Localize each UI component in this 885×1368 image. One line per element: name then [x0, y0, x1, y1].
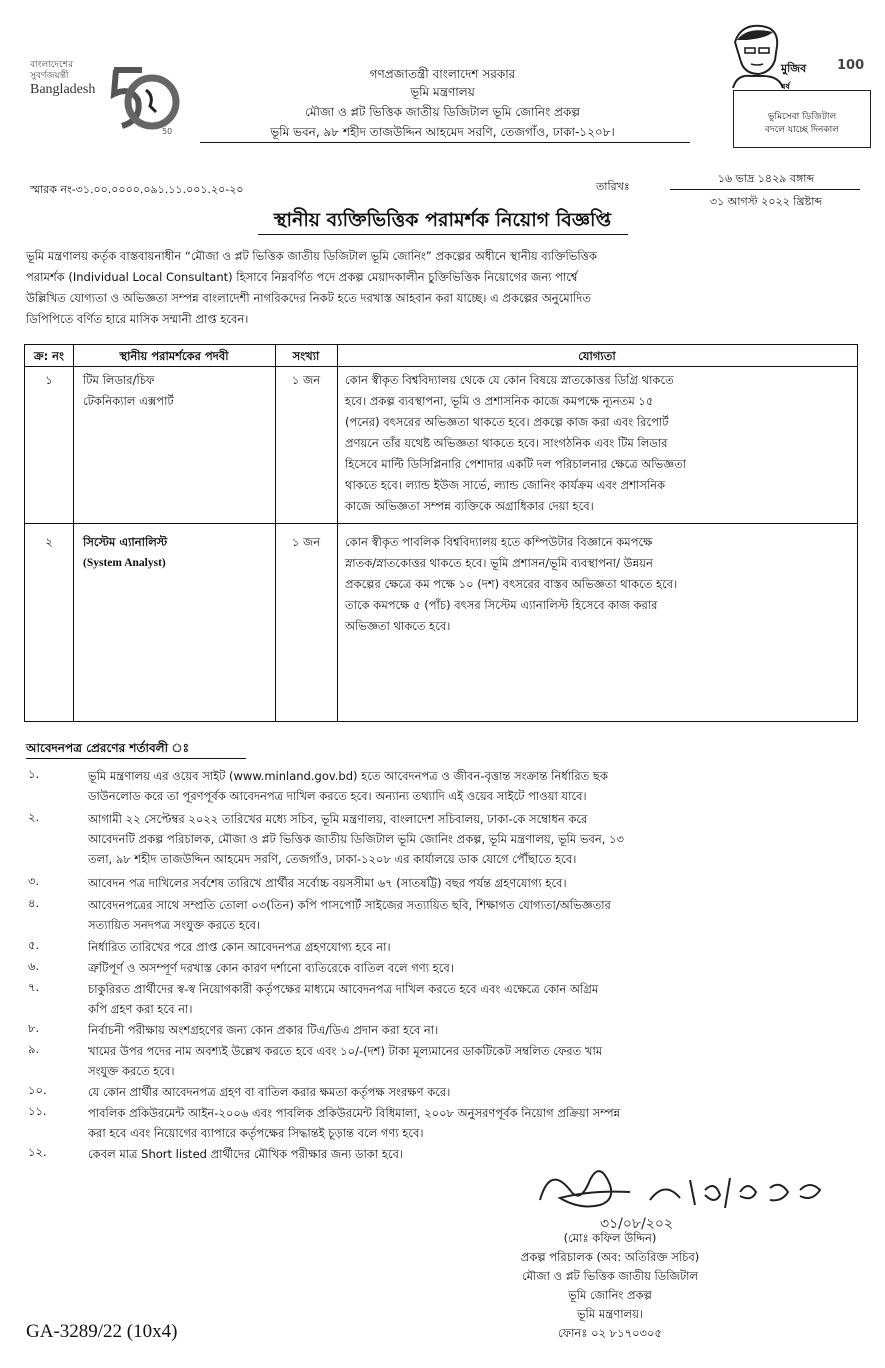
mujib-borsho-logo — [727, 22, 875, 148]
condition-number: ১২. — [28, 1145, 47, 1159]
date-english: ৩১ আগস্ট ২০২২ খ্রিষ্টাব্দ — [709, 195, 823, 208]
title-underline — [258, 234, 628, 235]
table-header-qualification: যোগ্যতা — [578, 349, 616, 363]
condition-number: ১১. — [28, 1104, 47, 1118]
signatory-ministry: ভূমি মন্ত্রণালয়। — [576, 1307, 644, 1321]
intro-line: উল্লিখিত যোগ্যতা ও অভিজ্ঞতা সম্পন্ন বাংলাদেশী নাগরিকদের নিকট হতে দরখাস্ত আহবান করা যাচ্ছে। এ প্রকল্পের অনুমোদিত — [26, 291, 591, 305]
condition-number: ৯. — [28, 1042, 40, 1056]
signatory-phone: ফোনঃ ০২ ৮১৭০৩০৫ — [558, 1326, 662, 1340]
intro-paragraph — [26, 246, 858, 330]
condition-text: চাকুরিরত প্রার্থীদের স্ব-স্ব নিয়োগকারী কর্তৃপক্ষের মাধ্যমে আবেদনপত্র দাখিল করতে হবে এবং এক্ষেত্রে কোন অগ্রিম কপি গ্রহণ করা হবে না। — [88, 982, 599, 1016]
table-header-serial: ক্র: নং — [33, 349, 65, 363]
row2-post: সিস্টেম এ্যানালিস্ট (System Analyst) — [83, 535, 168, 569]
row1-post: টিম লিডার/চিফ টেকনিক্যাল এক্সপার্ট — [83, 373, 174, 408]
positions-table — [24, 344, 858, 722]
logo-word: Bangladesh — [30, 82, 96, 97]
table-header-post: স্থানীয় পরামর্শকের পদবী — [119, 349, 229, 363]
condition-text: ভূমি মন্ত্রণালয় এর ওয়েব সাইট (www.minland.gov.bd) হতে আবেদনপত্র ও জীবন-বৃত্তান্ত সংক্রান্ত নির্ধারিত ছক ডাউনলোড করে তা পূরণপূর্বক আবেদনপত্র দাখিল করতে হবে। অন্যান্য তথ্যাদি এই ওয়েব সাইটে পাওয়া যাবে। — [88, 769, 608, 803]
row2-count: ১ জন — [291, 535, 321, 549]
handwritten-signature — [530, 1160, 860, 1230]
condition-text: যে কোন প্রার্থীর আবেদনপত্র গ্রহণ বা বাতিল করার ক্ষমতা কর্তৃপক্ষ সংরক্ষণ করে। — [88, 1085, 451, 1099]
portrait-icon — [727, 22, 787, 88]
date-bangla: ১৬ ভাদ্র ১৪২৯ বঙ্গাব্দ — [717, 172, 815, 185]
condition-number: ৫. — [28, 938, 40, 952]
header-ministry: ভূমি মন্ত্রণালয় — [410, 85, 475, 99]
conditions-title: আবেদনপত্র প্রেরণের শর্তাবলী ঃ — [26, 741, 189, 755]
condition-text: আবেদনপত্রের সাথে সম্প্রতি তোলা ০৩(তিন) কপি পাসপোর্ট সাইজের সত্যায়িত ছবি, শিক্ষাগত যোগ্যতা/অভিজ্ঞতার সত্যায়িত সনদপত্র সংযুক্ত করতে হবে। — [88, 898, 611, 932]
notice-title: স্থানীয় ব্যক্তিভিত্তিক পরামর্শক নিয়োগ বিজ্ঞপ্তি — [273, 209, 612, 231]
table-header-count: সংখ্যা — [292, 349, 320, 363]
intro-line: ডিপিপিতে বর্ণিত হারে মাসিক সম্মানী প্রাপ্ত হবেন। — [26, 312, 249, 326]
condition-text: কেবল মাত্র Short listed প্রার্থীদের মৌখিক পরীক্ষার জন্য ডাকা হবে। — [88, 1147, 403, 1161]
header-address-underline — [200, 142, 690, 143]
condition-text: আবেদন পত্র দাখিলের সর্বশেষ তারিখে প্রার্থীর সর্বোচ্চ বয়সসীমা ৬৭ (সাতষট্টি) বছর পর্যন্ত গ্রহণযোগ্য হবে। — [88, 876, 567, 890]
logo-text-line1: বাংলাদেশের সুবর্ণজয়ন্তী — [30, 60, 74, 81]
date-label: তারিখঃ — [596, 180, 630, 193]
condition-number: ৮. — [28, 1021, 40, 1035]
mujib-portrait — [727, 22, 875, 90]
table-divider — [25, 523, 857, 524]
condition-number: ১০. — [28, 1083, 47, 1097]
memo-reference: স্মারক নং-৩১.০০.০০০০.০৯১.১১.০০১.২০-২০ — [30, 183, 244, 196]
ga-code: GA-3289/22 (10x4) — [26, 1321, 178, 1342]
signature-date: ৩১/০৮/২০২ — [600, 1216, 674, 1230]
row2-qualification: কোন স্বীকৃত পাবলিক বিশ্ববিদ্যালয় হতে কম্পিউটার বিজ্ঞানে কমপক্ষে স্নাতক/স্নাতকোত্তর থাকতে হবে। ভূমি প্রশাসন/ভূমি ব্যবস্থাপনা/ উন্নয়ন প্রকল্পের ক্ষেত্রে কম পক্ষে ১০ (দশ) বৎসরের বাস্তব অভিজ্ঞতা থাকতে হবে। তাকে কমপক্ষে ৫ (পাঁচ) বৎসর সিস্টেম এ্যানালিস্ট হিসেবে কাজ করার অভিজ্ঞতা থাকতে হবে। — [345, 535, 678, 633]
condition-number: ৬. — [28, 959, 40, 973]
condition-number: ৭. — [28, 980, 40, 994]
condition-text: পাবলিক প্রকিউরমেন্ট আইন-২০০৬ এবং পাবলিক প্রকিউরমেন্ট বিধিমালা, ২০০৮ অনুসরণপূর্বক নিয়োগ প্রক্রিয়া সম্পন্ন করা হবে এবং নিয়োগের ব্যাপারে কর্তৃপক্ষের সিদ্ধান্তই চূড়ান্ত বলে গণ্য হবে। — [88, 1106, 621, 1140]
condition-text: খামের উপর পদের নাম অবশ্যই উল্লেখ করতে হবে এবং ১০/-(দশ) টাকা মূল্যমানের ডাকটিকেট সম্বলিত ফেরত খাম সংযুক্ত করতে হবে। — [88, 1044, 603, 1078]
row1-qualification: কোন স্বীকৃত বিশ্ববিদ্যালয় থেকে যে কোন বিষয়ে স্নাতকোত্তর ডিগ্রি থাকতে হবে। প্রকল্প ব্যবস্থাপনা, ভূমি ও প্রশাসনিক কাজে কমপক্ষে ন্যূনতম ১৫ (পনের) বৎসরের অভিজ্ঞতা থাকতে হবে। প্রকল্পে কাজ করা এবং রিপোর্ট প্রণয়নে তাঁর যথেষ্ট অভিজ্ঞতা থাকতে হবে। সাংগঠনিক এবং টিম লিডার হিসেবে মাল্টি ডিসিপ্লিনারি পেশাদার একটি দল পরিচালনার ক্ষেত্রে অভিজ্ঞতা থাকতে হবে। ল্যান্ড ইউজ সার্ভে, ল্যান্ড জোনিং কার্যক্রম এবং প্রশাসনিক কাজে অভিজ্ঞতা সম্পন্ন ব্যক্তিকে অগ্রাধিকার দেয়া হবে। — [345, 373, 687, 513]
row1-serial: ১ — [45, 373, 53, 387]
header-address: ভূমি ভবন, ৯৮ শহীদ তাজউদ্দিন আহমেদ সরণি, তেজগাঁও, ঢাকা-১২০৮। — [270, 125, 615, 139]
mujib-number: 100 — [837, 58, 865, 73]
row1-count: ১ জন — [291, 373, 321, 387]
logo-number: 50 — [162, 127, 173, 136]
mujib-text: মুজিব বর্ষ — [781, 62, 807, 91]
conditions-title-underline — [26, 758, 246, 759]
header-government: গণপ্রজাতন্ত্রী বাংলাদেশ সরকার — [369, 67, 516, 81]
signatory-designation: প্রকল্প পরিচালক (অব: অতিরিক্ত সচিব) — [520, 1250, 700, 1264]
signatory-name: (মোঃ কফিল উদ্দিন) — [563, 1231, 657, 1245]
table-divider — [73, 345, 74, 721]
header-project: মৌজা ও প্লট ভিত্তিক জাতীয় ডিজিটাল ভূমি জোনিং প্রকল্প — [305, 105, 580, 119]
condition-text: নির্ধারিত তারিখের পরে প্রাপ্ত কোন আবেদনপত্র গ্রহণযোগ্য হবে না। — [88, 940, 391, 954]
signatory-project-line2: ভূমি জোনিং প্রকল্প — [568, 1288, 652, 1302]
signatory-project-line1: মৌজা ও প্লট ভিত্তিক জাতীয় ডিজিটাল — [521, 1269, 699, 1283]
date-divider — [670, 189, 860, 190]
table-divider — [337, 345, 338, 721]
intro-line: ভূমি মন্ত্রণালয় কর্তৃক বাস্তবায়নাধীন “মৌজা ও প্লট ভিত্তিক জাতীয় ডিজিটাল ভূমি জোনিং” প্রকল্পের অধীনে স্থানীয় ব্যক্তিভিত্তিক — [26, 249, 597, 263]
row2-serial: ২ — [45, 535, 53, 549]
condition-number: ৪. — [28, 896, 40, 910]
condition-number: ১. — [28, 767, 40, 781]
slogan-box: ভূমিসেবা ডিজিটাল বদলে যাচ্ছে দিনকাল — [733, 90, 871, 148]
intro-line: পরামর্শক (Individual Local Consultant) হিসাবে নিম্নবর্ণিত পদে প্রকল্প মেয়াদকালীন চুক্তিভিত্তিক নিয়োগের জন্য পার্শ্বে — [26, 270, 578, 284]
condition-text: নির্বাচনী পরীক্ষায় অংশগ্রহণের জন্য কোন প্রকার টিএ/ডিএ প্রদান করা হবে না। — [88, 1023, 439, 1037]
condition-number: ২. — [28, 810, 40, 824]
condition-number: ৩. — [28, 874, 40, 888]
condition-text: আগামী ২২ সেপ্টেম্বর ২০২২ তারিখের মধ্যে সচিব, ভূমি মন্ত্রণালয়, বাংলাদেশ সচিবালয়, ঢাকা-কে সম্বোধন করে আবেদনটি প্রকল্প পরিচালক, মৌজা ও প্লট ভিত্তিক জাতীয় ডিজিটাল ভূমি জোনিং প্রকল্প, ভূমি মন্ত্রণালয়, ভূমি ভবন, ১৩ তলা, ৯৮ শহীদ তাজউদ্দিন আহমেদ সরণি, তেজগাঁও, ঢাকা-১২০৮ এর কার্যালয়ে ডাক যোগে পৌঁছাতে হবে। — [88, 812, 624, 866]
condition-text: ত্রুটিপূর্ণ ও অসম্পূর্ণ দরখাস্ত কোন কারণ দর্শানো ব্যতিরেকে বাতিল বলে গণ্য হবে। — [88, 961, 454, 975]
